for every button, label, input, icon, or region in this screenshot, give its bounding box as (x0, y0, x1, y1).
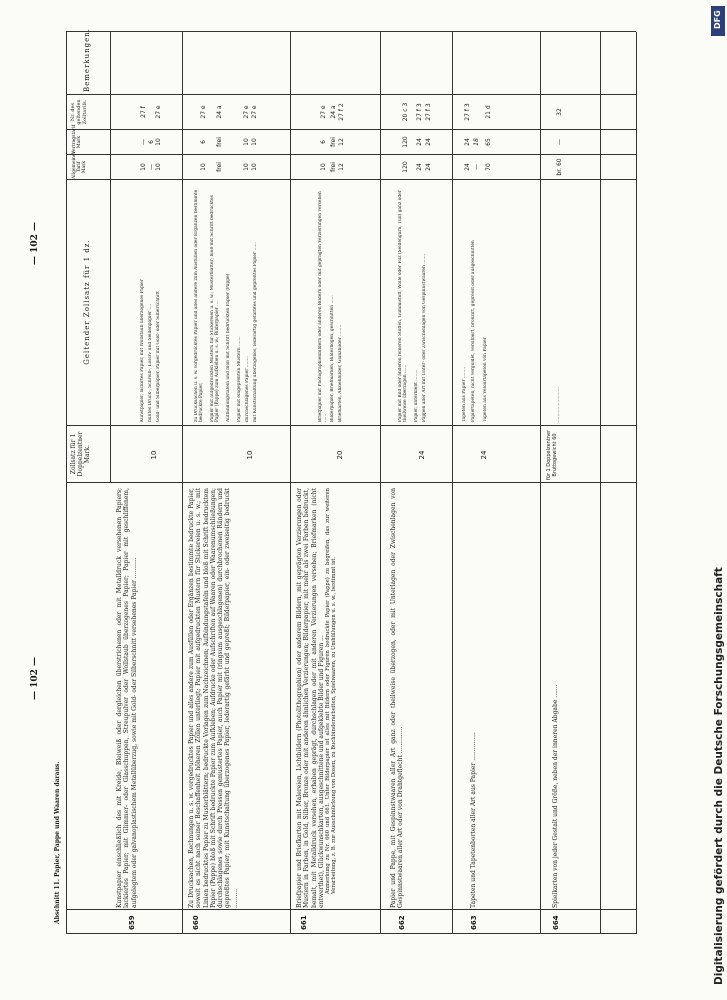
col-rule-sub (66, 179, 636, 180)
value: 10 (200, 163, 207, 171)
value: 20 c 3 (402, 102, 409, 122)
sub-item: Gold- und Silberpapier, Papier mit Gold- oder Silberschnitt (156, 291, 161, 422)
col-rule-treaty (66, 129, 636, 130)
col-rule-rate (66, 425, 636, 426)
sub-item: Papier mit aufgedruckten Mustern für Stickereien u. s. w.; Musterblätter; bloß mit Schrift bedrucktes Papier (Pappe) zum Aufkleben u. s. w.; Bilderpapier .... (210, 195, 221, 422)
valid-column-head: Geltender Zollsatz für 1 dz. (83, 239, 91, 365)
duty-rate: 24 (480, 450, 488, 460)
ref-values (464, 96, 494, 128)
dfg-logo (711, 6, 725, 36)
value: 65 (485, 138, 492, 146)
sub-item: Papier mit Bild oder anderen feineren Stoffen, Gummistoff, Wolle oder Filz (Seidengarn, Tüll) ganz oder theilweise überzogen ...... (398, 190, 409, 422)
sub-item: Briefkarten, Abziehbilder, Glanzbilder ........ (338, 324, 343, 422)
sub-item: Papier mit eingepreßten Mustern ....... (237, 336, 242, 422)
row-number: 662 (398, 915, 406, 930)
duty-rate: 20 (336, 450, 344, 460)
value (148, 96, 156, 128)
row-text: Tapeten und Tapetenborten aller Art aus Papier ............... (470, 732, 477, 908)
sub-item: Papier, unterklebt ........ (414, 369, 419, 422)
value: 27 f 3 (416, 103, 423, 121)
value: 12 (338, 163, 345, 171)
value: 10 (155, 138, 163, 146)
value: br. 60 (556, 158, 563, 176)
ref-values (200, 96, 259, 128)
col-rule-nr (66, 909, 636, 910)
value: 10 (243, 163, 250, 171)
value: 6 (147, 140, 155, 144)
value (473, 96, 485, 128)
sub-item: durchschlagenes Papier ........ (245, 356, 250, 422)
sub-item: Kunstpapier, lackirtes Papier, mit Wollstaub überzogenes Papier (140, 279, 145, 422)
value: 24 (416, 163, 423, 171)
row-rule (182, 32, 183, 934)
section-label: Abschnitt 11. Papier, Pappe und Waaren daraus. (54, 761, 61, 924)
dfg-logo-text: DFG (713, 10, 722, 29)
col-rule-general (66, 154, 636, 155)
row-description (390, 488, 405, 908)
value: 10 (251, 138, 258, 146)
value: frei (216, 162, 223, 172)
page-number-right: — 102 — (30, 221, 40, 265)
value: 18 (473, 138, 480, 146)
treaty-values (464, 131, 494, 153)
row-text: Briefpapier und Briefkarten mit Malereien, Lichtbildern (Photolithographien) oder anderem Bildern, mit geprägten Verzierungen oder Mustern in Farben, in Gold, Silber, Bronze oder mit anderen ähnlichen Verzierungen; Bilderpapier, mit mehr als zwei Farben bedruckt, bemalt, mit Metalldruck versehen, erhaben geprägt, durchschlagen oder mit anderen Verzierungen versehen; Briefmarken (nicht entwerthet), Glückwunschkarten, ausgeschnittene und aufgeklebte Bilder und Figuren ... (296, 488, 325, 908)
duty-rate: 24 (418, 450, 426, 460)
value: 24 a (330, 105, 337, 119)
table-bottom-rule (636, 32, 637, 934)
general-values (464, 156, 494, 178)
ref-values (320, 96, 346, 128)
value: 10 (155, 163, 163, 171)
value: 6 (200, 140, 207, 144)
value: — (140, 139, 147, 145)
ref-column-head: Nr. des geltenden Zolltarifs. (70, 99, 88, 125)
value: 10 (251, 163, 258, 171)
duty-rate: 10 (150, 450, 158, 460)
ref-values (140, 96, 163, 128)
row-number: 663 (470, 915, 478, 930)
value: 21 d (485, 105, 492, 119)
value (232, 131, 243, 153)
value: 24 (416, 138, 423, 146)
ref-values (556, 96, 564, 128)
row-rule (540, 32, 541, 934)
treaty-values (402, 131, 435, 153)
value: 10 (243, 138, 250, 146)
value: 27 f (140, 106, 147, 118)
sub-item: Briefpapier mit Photographienbildern oder anderen Bildern oder mit geprägten Verzierungen versehen ...... (318, 191, 329, 422)
col-rule-desc (66, 482, 636, 483)
row-rule (452, 32, 453, 934)
value: 24 (425, 138, 432, 146)
general-values (140, 156, 163, 178)
page-number-left: — 102 — (30, 656, 40, 700)
duty-rate: 10 (246, 450, 254, 460)
sub-item: buntes Druck-, Schreib-, Lösch- und Seidenpapier .... (148, 303, 153, 422)
value: — (556, 139, 563, 145)
value: 32 (556, 108, 563, 116)
row-rule (600, 32, 601, 934)
row-text: Papier und Pappe, mit Gespinnstwaaren aller Art ganz oder theilweise überzogen, oder mit Unterlagen oder Zwischenlagen von Gespinnstwaaren aller Art oder von Drahtgeflecht .............. (390, 488, 405, 908)
sub-items (556, 182, 565, 422)
sub-items (318, 182, 346, 422)
remarks-column-head: Bemerkungen. (83, 27, 91, 92)
duty-rate: für 1 Doppelzentner Bruttogewicht 60 (546, 429, 558, 481)
row-rule (380, 32, 381, 934)
value: 24 (464, 163, 471, 171)
col-rule-left (66, 933, 636, 934)
row-number: 664 (552, 915, 560, 930)
value (232, 156, 243, 178)
sub-items (194, 182, 264, 422)
row-text: Kunstpapier einschließlich des mit Kreide, Bleiweiß oder dergleichen überstrichenen oder mit Metalldruck versehenen Papiers; lackiertes Papier; mit Glimmer- oder Glasschuppen, Streupulver oder Wollstaub überzogenes Papier; Papier mit geschliffenem, aufgelegtem oder galvanoplastischem Metallüberzug, sowie mit Gold- oder Silberschnitt versehenes Papier ........... (116, 488, 138, 908)
value: — (147, 164, 155, 170)
row-text: Zu Drucksachen, Rechnungen u. s. w. vorgedrucktes Papier und alles andere zum Ausfüllen oder Ergänzen bestimmte bedruckte Papier, soweit es nicht nach seiner Beschaffenheit höheren Zöllen unterliegt; Papier mit aufgedruckten Mustern für Stickereien u. s. w.; mit Linien bedrucktes Papier zu Musterblättern; bedruckte Vorlagen zum Nachzeichnen; Aufbindungstafeln und bloß mit Schrift bedrucktem Papier (Pappe) bloß mit Schrift bedruckte Papier zum Aufkleben; Aufdrucke oder Aufschriften auf Waaren oder Waarenumschließungen; durchschlagenes sowie durch Pressen gemustertes Papier, auch Papier mit (ringsum ausgeschlagenen) durchbrochenen Rändern und gepreßtes Papier; mit Kunstschaltung überzogenes Papier, lederartig gefärbt und gepreßt; Bilderpapier, ein- oder zweiseitig bedruckt .......... (188, 488, 239, 908)
treaty-values (320, 131, 346, 153)
treaty-values (140, 131, 163, 153)
value: 27 f 2 (338, 103, 345, 121)
value: 120 (402, 161, 409, 173)
sub-item: Tapeten aus Papier ........ (462, 366, 467, 422)
value: 12 (338, 138, 345, 146)
row-description (470, 488, 477, 908)
ref-values (402, 96, 435, 128)
general-column-head: Allgemeiner Tarif Mark (72, 151, 87, 179)
value: frei (330, 162, 337, 172)
sub-item: Tapeten aus Velourtapeten von Papier (483, 337, 488, 422)
digitization-credit: Digitalisierung gefördert durch die Deutsche Forschungsgemeinschaft (713, 567, 725, 985)
value: 27 e (243, 105, 250, 119)
value (232, 96, 243, 128)
value: 27 e (155, 105, 163, 119)
row-description (188, 488, 288, 908)
treaty-column-head: Vertragstarif Mark (72, 124, 82, 154)
general-values (320, 156, 346, 178)
value: 24 (464, 138, 471, 146)
general-values (556, 156, 564, 178)
treaty-values (556, 131, 564, 153)
value: — (473, 164, 480, 170)
row-rule (290, 32, 291, 934)
header-rule (110, 32, 111, 483)
treaty-values (200, 131, 259, 153)
sub-item: ......................... (556, 387, 561, 422)
table-top-rule (66, 32, 67, 934)
sub-item: Aufbindungstafeln und bloß mit Schrift bedruckten Papier (Pappe) (226, 273, 231, 422)
col-rule-ref (66, 94, 636, 95)
sub-item: mit Kunstschaltung überzogenes, lederartig gefärbtes und gepreßtes Papier ...... (253, 242, 258, 422)
row-description (116, 488, 138, 908)
col-rule-right (66, 31, 636, 32)
value: 27 f 3 (464, 103, 471, 121)
value: 27 f 3 (425, 103, 432, 121)
row-number: 660 (192, 915, 200, 930)
value: 27 e (251, 105, 258, 119)
value: 6 (320, 140, 327, 144)
sub-item: Bilderpapier, Briefmarken, Bilderbogen, geschnitten ...... (330, 295, 335, 422)
duty-column-head: Zollsatz für 1 Doppelzentner Mark. (70, 431, 91, 477)
sub-items (462, 182, 492, 422)
row-text: Spielkarten von jeder Gestalt und Größe, neben der inneren Abgabe ....... (552, 684, 559, 908)
value: 10 (140, 163, 147, 171)
sub-item: Pappen aller Art mit Unter- oder Zwischenlagen von Gespinnstwaaren ....... (422, 253, 427, 422)
value: 10 (320, 163, 327, 171)
general-values (200, 156, 259, 178)
row-note: Anmerkung zu Nr. 660 und 661. Unter Bilderpapier ist alles mit Bildern oder Figuren bedruckte Papier (Pappe) zu begreifen, das zur weiteren Verarbeitung, z. B. zur Ausschmückung von Dosen, zu Buchbinderarbeiten, Spielwaaren, zu Umhüllungen u. s. w., bestimmt ist. (325, 488, 338, 894)
row-description (552, 488, 559, 908)
value: 27 e (200, 105, 207, 119)
value: 120 (402, 136, 409, 148)
sub-item: zu Drucksachen u. s. w. vorgedrucktes Papier und alles andere zum Ausfüllen oder Ergänzen bestimmte bedruckte Papier, (194, 189, 205, 422)
value: 24 (425, 163, 432, 171)
value: frei (330, 137, 337, 147)
value: 70 (485, 163, 492, 171)
row-number: 659 (128, 915, 136, 930)
sub-item: Papiertapeten, nicht vergoldet, versilbert, bronzirt, gepresst oder ausgeschnitten (471, 240, 476, 422)
value: frei (216, 137, 223, 147)
row-description (296, 488, 378, 908)
sub-items (398, 182, 434, 422)
row-number: 661 (300, 915, 308, 930)
sub-items (140, 182, 164, 422)
value: 24 a (216, 105, 223, 119)
value: 27 e (320, 105, 327, 119)
general-values (402, 156, 435, 178)
